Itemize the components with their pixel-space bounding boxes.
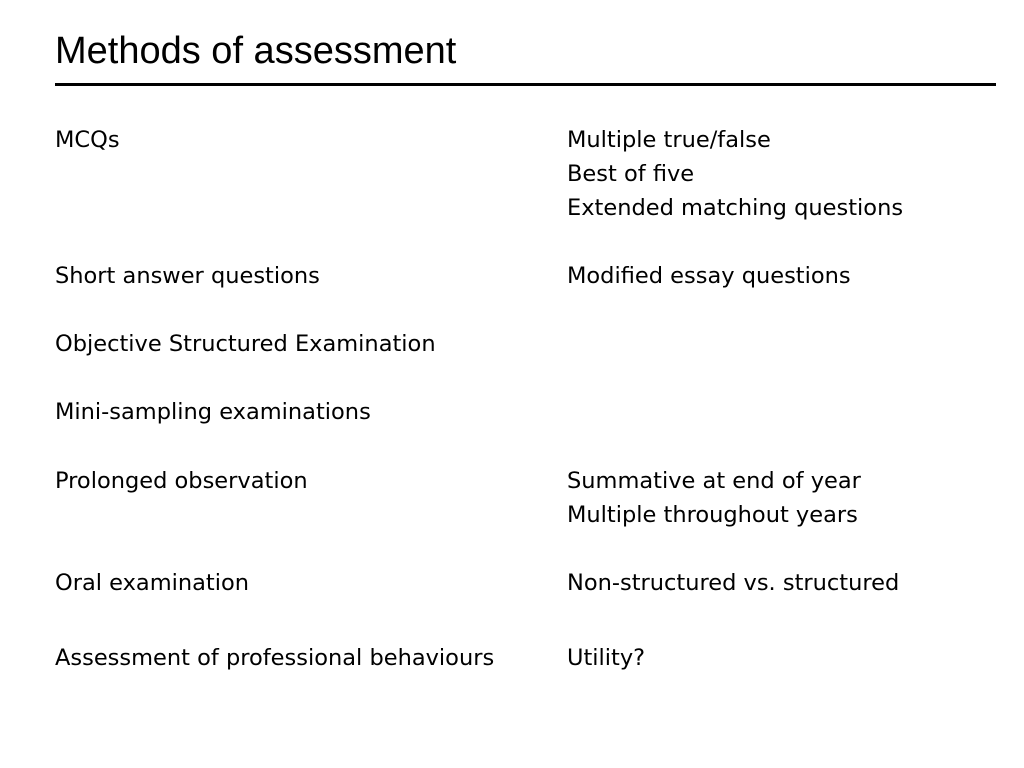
method-label: Mini-sampling examinations [55, 399, 371, 425]
method-label: MCQs [55, 127, 120, 153]
detail-item: Best of five [567, 161, 695, 187]
detail-item: Multiple true/false [567, 127, 771, 153]
title-divider [55, 83, 996, 86]
method-label: Oral examination [55, 570, 250, 596]
method-details [567, 123, 903, 225]
method-details [567, 566, 899, 600]
detail-item: Summative at end of year [567, 468, 861, 494]
slide-title: Methods of assessment [55, 30, 457, 72]
method-details [567, 641, 645, 675]
detail-item: Utility? [567, 645, 646, 671]
method-details [567, 464, 861, 532]
method-label: Short answer questions [55, 263, 320, 289]
detail-item: Non-structured vs. structured [567, 570, 900, 596]
method-label: Prolonged observation [55, 468, 308, 494]
method-label: Objective Structured Examination [55, 331, 436, 357]
detail-item: Modified essay questions [567, 263, 851, 289]
detail-item: Extended matching questions [567, 195, 904, 221]
method-details [567, 259, 851, 293]
method-label: Assessment of professional behaviours [55, 645, 495, 671]
detail-item: Multiple throughout years [567, 502, 858, 528]
